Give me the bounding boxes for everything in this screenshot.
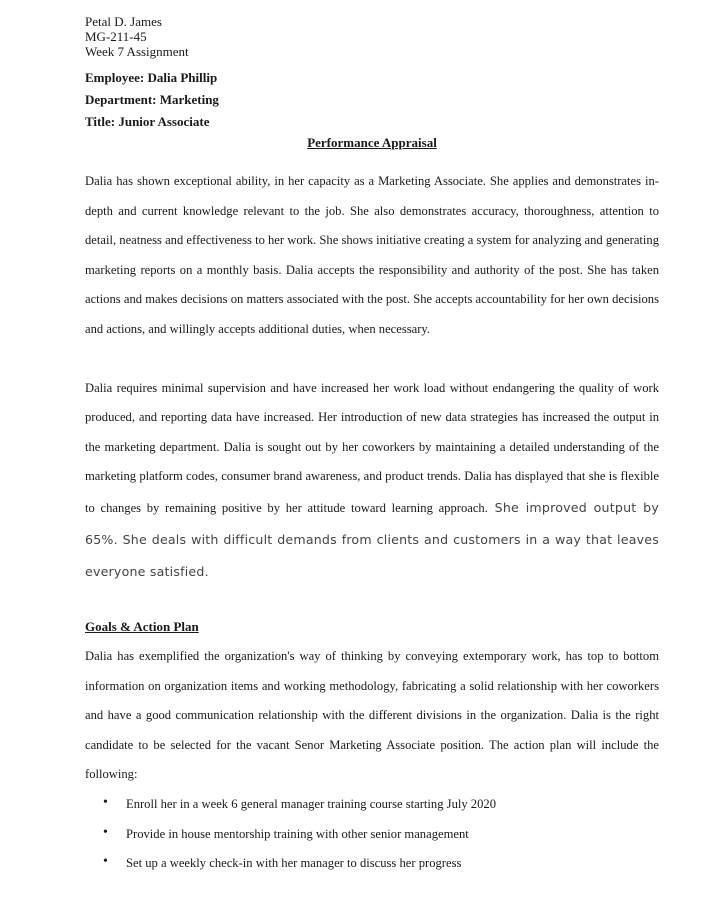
paragraph-performance: Dalia has shown exceptional ability, in her capacity as a Marketing Associate. She applies and demonstrates in-depth and current knowledge relevant to the job. She also demonstrates accuracy, thoroughness, attention to detail, neatness and effectiveness to her work. She shows initiative creating a system for analyzing and generating marketing reports on a monthly basis. Dalia accepts the responsibility and authority of the post. She has taken actions and makes decisions on matters associated with the post. She accepts accountability for her own decisions and actions, and willingly accepts additional duties, when necessary. bbox=[85, 174, 659, 336]
list-item-text: Provide in house mentorship training with other senior management bbox=[126, 826, 469, 841]
title-line: Title: Junior Associate bbox=[85, 114, 210, 129]
goals-heading: Goals & Action Plan bbox=[85, 618, 199, 634]
employee-line: Employee: Dalia Phillip bbox=[85, 70, 218, 85]
paragraph-supervision bbox=[85, 374, 659, 588]
paragraph-supervision-main: Dalia requires minimal supervision and have increased her work load without endangering the quality of work produced, and reporting data have increased. Her introduction of new data strategies has increased the output in the marketing department. Dalia is sought out by her coworkers by maintaining a detailed understanding of the marketing platform codes, consumer brand awareness, and product trends. Dalia has displayed that she is flexible to changes by remaining positive by her attitude toward learning approach. bbox=[85, 380, 659, 515]
assignment-label: Week 7 Assignment bbox=[85, 44, 189, 59]
list-item-text: Enroll her in a week 6 general manager training course starting July 2020 bbox=[126, 796, 496, 811]
list-item bbox=[85, 820, 659, 850]
list-item bbox=[85, 849, 659, 879]
list-item bbox=[85, 790, 659, 820]
action-plan-list bbox=[85, 790, 659, 879]
list-item-text: Set up a weekly check-in with her manager to discuss her progress bbox=[126, 856, 462, 871]
document-title: Performance Appraisal bbox=[307, 135, 437, 150]
document-page bbox=[85, 14, 659, 879]
course-code: MG-211-45 bbox=[85, 29, 147, 44]
bullet-icon: • bbox=[103, 824, 108, 840]
bullet-icon: • bbox=[103, 854, 108, 870]
department-line: Department: Marketing bbox=[85, 92, 219, 107]
bullet-icon: • bbox=[103, 794, 108, 810]
paragraph-supervision-tail: She improved output by 65%. She deals with difficult demands from clients and customers in a way that leaves everyone satisfied. bbox=[85, 499, 659, 579]
paragraph-goals: Dalia has exemplified the organization's way of thinking by conveying extemporary work, has top to bottom information on organization items and working methodology, fabricating a solid relationship with her coworkers and have a good communication relationship with the different divisions in the organization. Dalia is the right candidate to be selected for the vacant Senor Marketing Associate position. The action plan will include the following: bbox=[85, 648, 659, 782]
author-name: Petal D. James bbox=[85, 14, 162, 29]
